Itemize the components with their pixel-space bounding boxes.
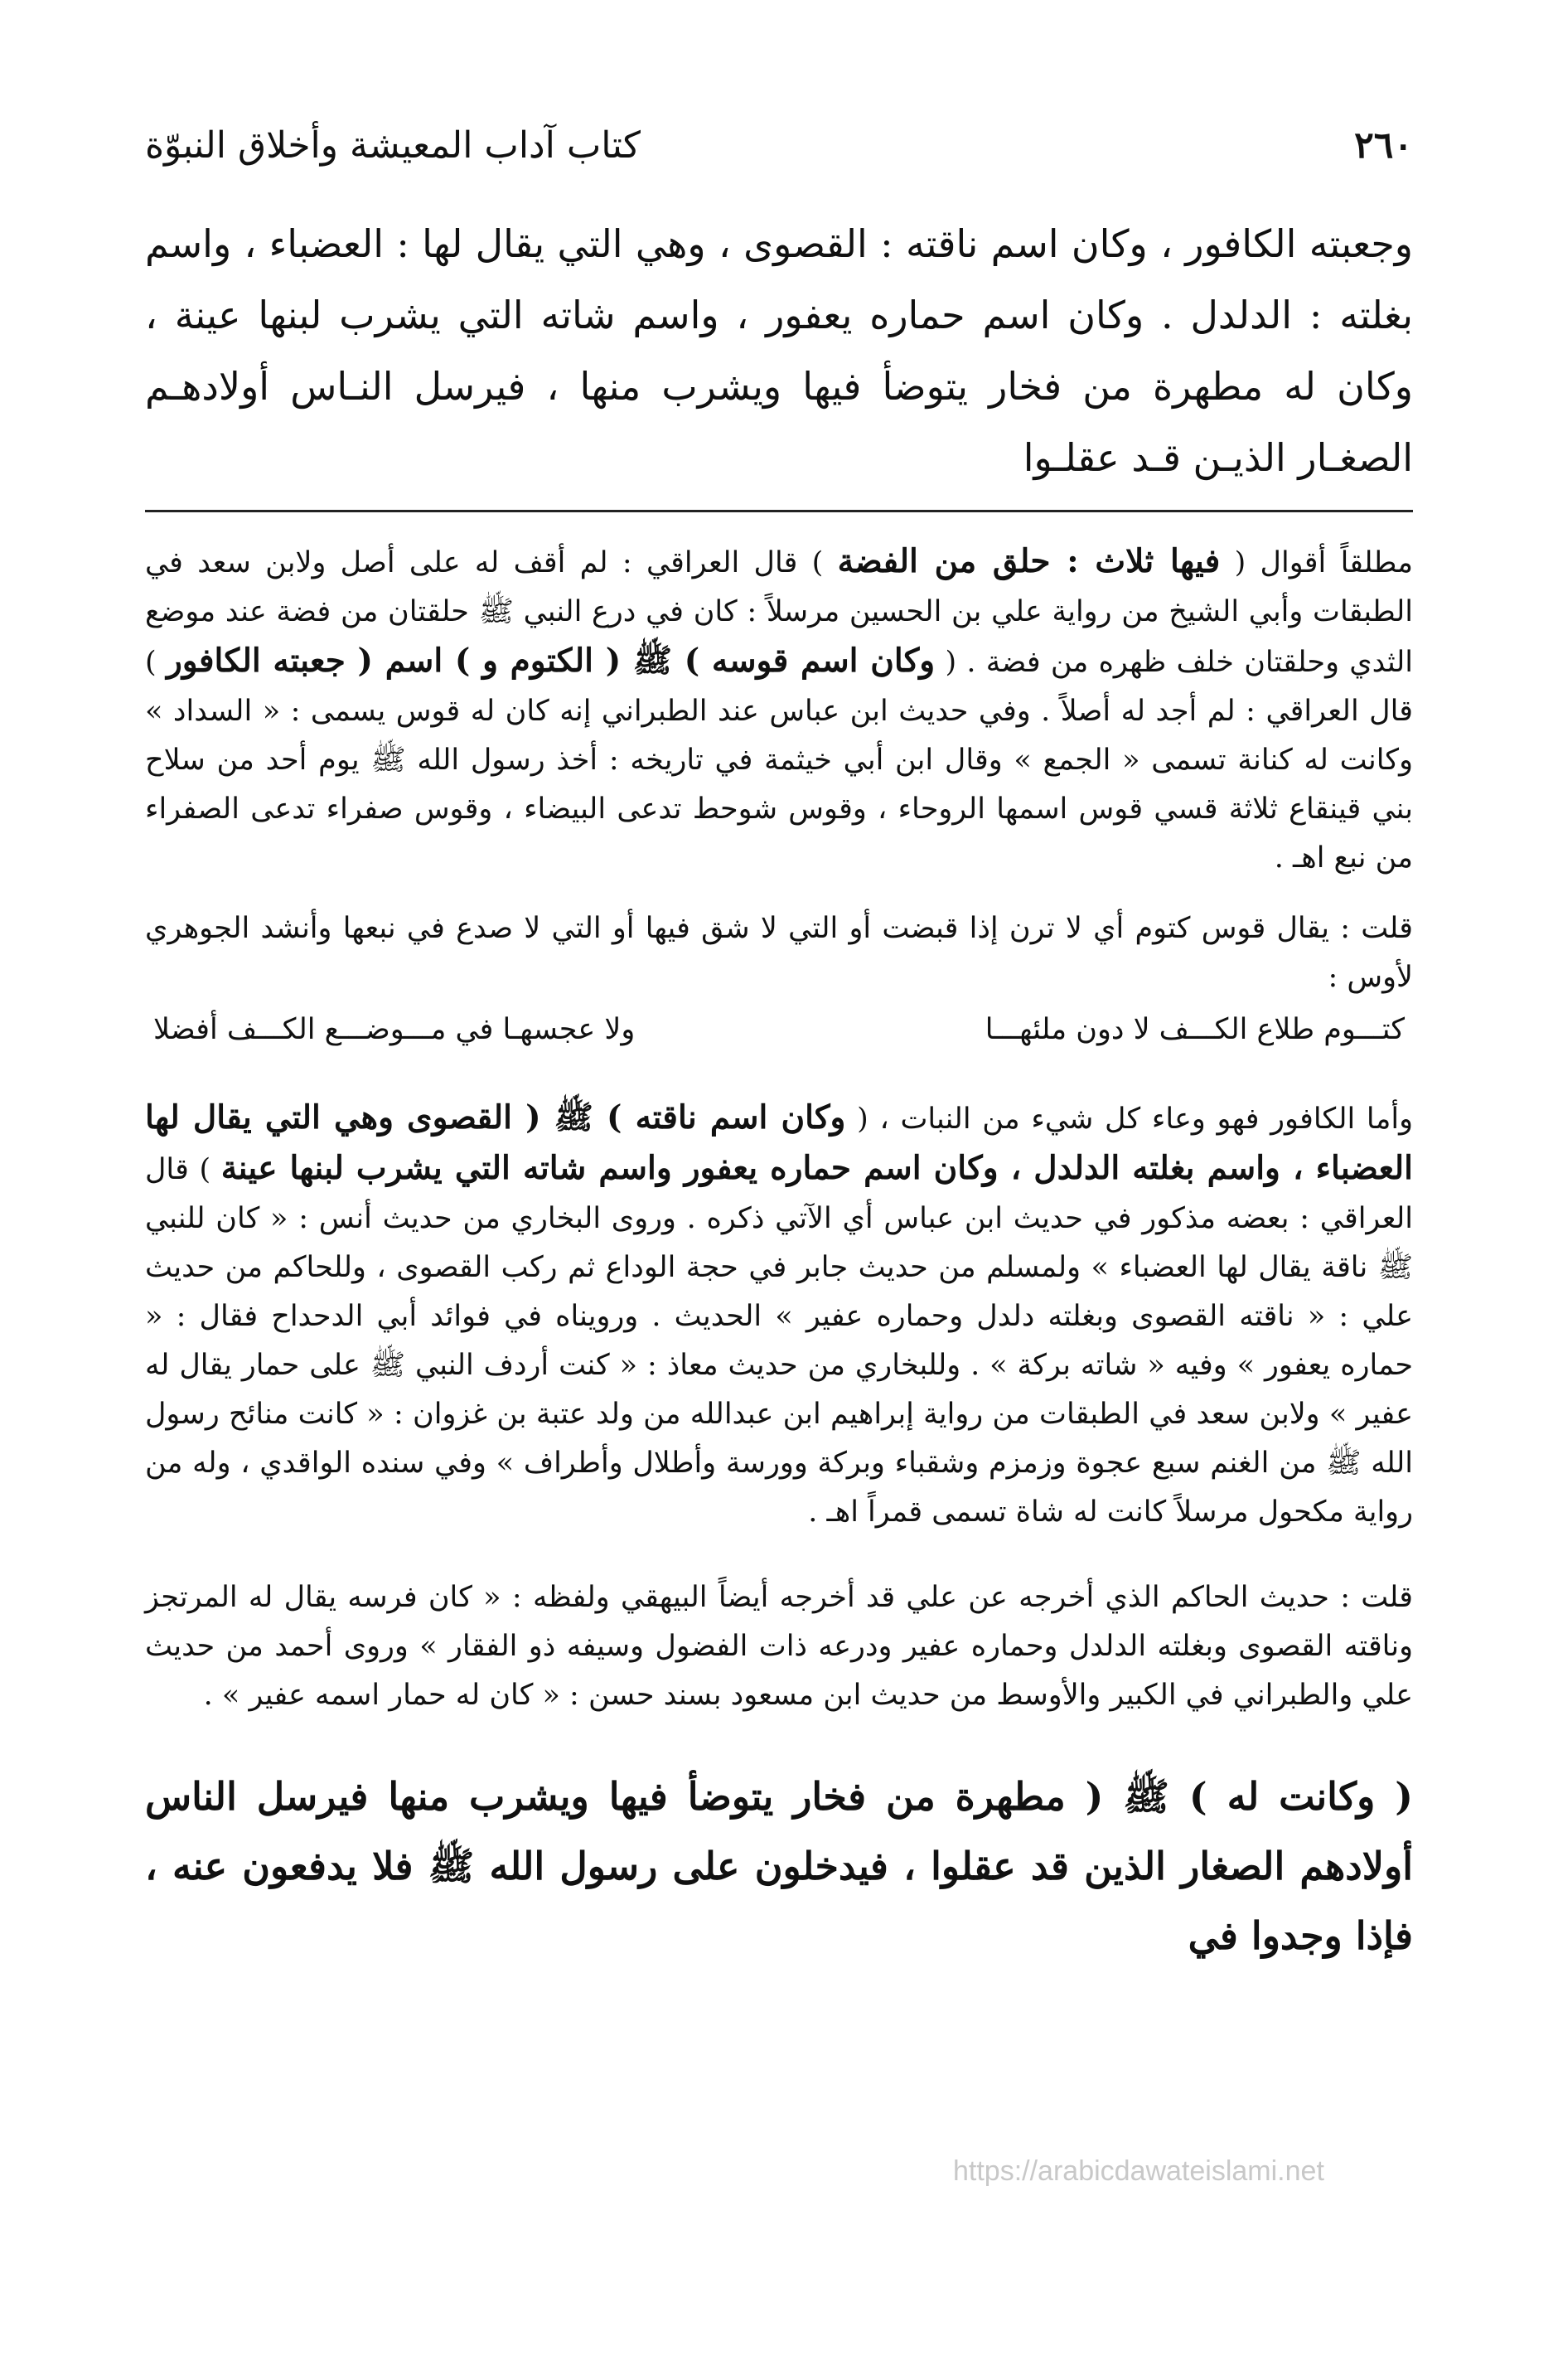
commentary-text: ) قال العراقي : لم أجد له أصلاً . وفي حديث ابن عباس عند الطبراني إنه كان له قوس يسمى : « السداد » وكانت له كنانة تسمى « الجمع » وقال ابن أبي خيثمة في تاريخه : أخذ رسول الله ﷺ يوم أحد من سلاح بني قينقاع ثلاثة قسي قوس اسمها الروحاء ، وقوس شوحط تدعى البيضاء ، وقوس صفراء تدعى الصفراء من نبع اهـ . <box>145 646 1413 875</box>
quoted-lemma: وكان اسم قوسه ) ﷺ ( الكتوم و ) اسم ( جعبته الكافور <box>166 642 936 680</box>
main-paragraph: وجعبته الكافور ، وكان اسم ناقته : القصوى ، وهي التي يقال لها : العضباء ، واسم بغلته : الدلدل . وكان اسم حماره يعفور ، واسم شاته التي يشرب لبنها عينة ، وكان له مطهرة من فخار يتوضأ فيها ويشرب منها ، فيرسل النـاس أولادهـم الصغـار الذيـن قـد عقلـوا <box>145 221 1413 480</box>
quoted-lemma: وكان اسم ناقته ) ﷺ ( القصوى وهي التي يقال لها العضباء ، واسم بغلته الدلدل ، وكان اسم حماره يعفور واسم شاته التي يشرب لبنها عينة <box>145 1098 1413 1187</box>
main-text-continuation <box>145 1762 1413 1970</box>
commentary-paragraph-3 <box>145 1093 1413 1537</box>
footnote-divider <box>145 510 1413 512</box>
verse-second-hemistich: ولا عجسهـا في مـــوضـــع الكـــف أفضلا <box>153 1013 636 1046</box>
commentary-paragraph-2: قلت : يقال قوس كتوم أي لا ترن إذا قبضت أو التي لا شق فيها أو التي لا صدع في نبعها وأنشد الجوهري لأوس : <box>145 912 1413 994</box>
commentary-text: ) قال العراقي : بعضه مذكور في حديث ابن عباس أي الآتي ذكره . وروى البخاري من حديث أنس : « كان للنبي ﷺ ناقة يقال لها العضباء » ولمسلم من حديث جابر في حجة الوداع ثم ركب القصوى ، وللحاكم من حديث علي : « ناقته القصوى وبغلته دلدل وحماره عفير » الحديث . ورويناه في فوائد أبي الدحداح فقال : « حماره يعفور » وفيه « شاته بركة » . وللبخاري من حديث معاذ : « كنت أردف النبي ﷺ على حمار يقال له عفير » ولابن سعد في الطبقات من رواية إبراهيم ابن عبدالله من ولد عتبة بن غزوان : « كانت منائح رسول الله ﷺ من الغنم سبع عجوة وزمزم وشقباء وبركة وورسة وأطلال وأطراف » وفي سنده الواقدي ، وله من رواية مكحول مرسلاً كانت له شاة تسمى قمراً اهـ . <box>145 1153 1414 1529</box>
main-text <box>145 208 1413 493</box>
running-title: كتاب آداب المعيشة وأخلاق النبوّة <box>145 124 641 167</box>
commentary-text: مطلقاً أقوال ( <box>1234 546 1413 579</box>
commentary-text: ) قال العراقي : لم أقف له على أصل ولابن سعد في الطبقات وأبي الشيخ من رواية علي بن الحسين مرسلاً : كان في درع النبي ﷺ حلقتان من فضة عند موضع الثدي وحلقتان خلف ظهره من فضة . ( <box>145 546 1413 679</box>
poetry-verse <box>145 1002 1413 1057</box>
commentary-paragraph-4: قلت : حديث الحاكم الذي أخرجه عن علي قد أخرجه أيضاً البيهقي ولفظه : « كان فرسه يقال له المرتجز وناقته القصوى وبغلته الدلدل وحماره عفير ودرعه ذات الفضول وسيفه ذو الفقار » وروى أحمد من حديث علي والطبراني في الكبير والأوسط من حديث ابن مسعود بسند حسن : « كان له حمار اسمه عفير » . <box>145 1581 1413 1712</box>
commentary-text: وأما الكافور فهو وعاء كل شيء من النبات ، ( <box>857 1103 1413 1136</box>
page-number: ٢٦٠ <box>1354 124 1413 167</box>
quoted-lemma: فيها ثلاث : حلق من الفضة <box>837 542 1221 580</box>
commentary-paragraph-1 <box>145 537 1413 883</box>
closing-paragraph: ( وكانت له ) ﷺ ( مطهرة من فخار يتوضأ فيها ويشرب منها فيرسل الناس أولادهم الصغار الذين قد عقلوا ، فيدخلون على رسول الله ﷺ فلا يدفعون عنه ، فإذا وجدوا في <box>145 1774 1413 1958</box>
verse-first-hemistich: كتـــوم طلاع الكـــف لا دون ملئهـــا <box>985 1013 1405 1046</box>
watermark: https://arabicdawateislami.net <box>953 2155 1324 2187</box>
commentary <box>145 537 1413 1720</box>
page-header <box>145 124 1413 167</box>
